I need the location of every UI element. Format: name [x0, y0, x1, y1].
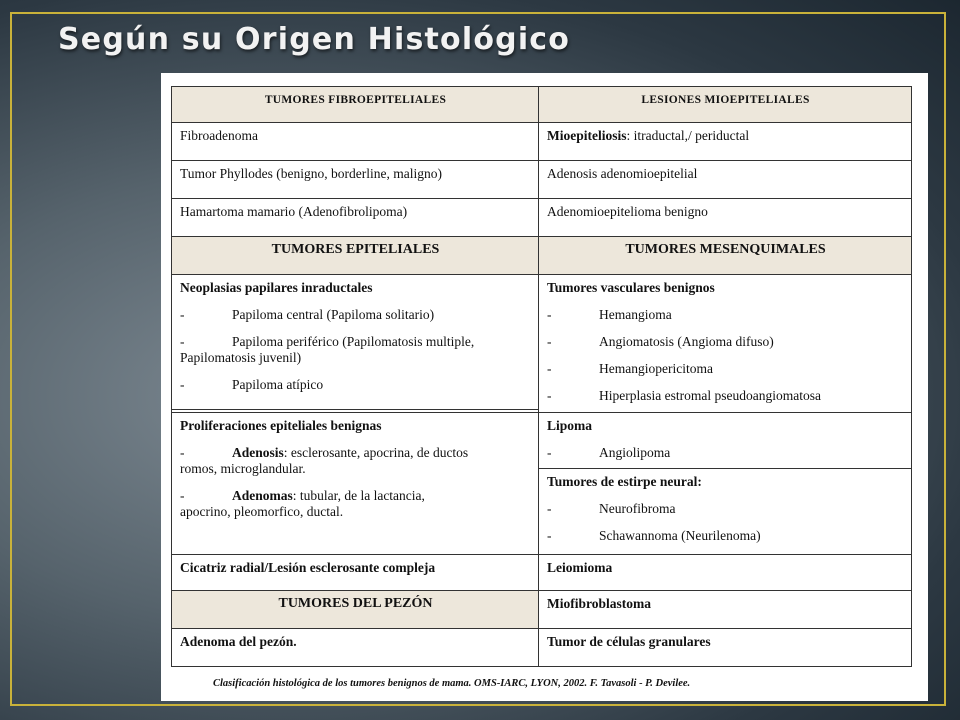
- cell-tumores-vasculares: [539, 275, 912, 413]
- table-caption: Clasificación histológica de los tumores benignos de mama. OMS-IARC, LYON, 2002. F. Tavasoli - P. Devilee.: [213, 678, 691, 689]
- vasculares-item: - Hemangioma: [547, 307, 672, 322]
- cell-leiomioma: Leiomioma: [539, 555, 912, 591]
- mioepiteliosis-detail: : itraductal,/ periductal: [626, 128, 750, 143]
- classification-image: [161, 73, 928, 701]
- neural-title: Tumores de estirpe neural:: [547, 474, 702, 489]
- cell-estirpe-neural: [539, 469, 912, 555]
- cell-miofibroblastoma: Miofibroblastoma: [539, 591, 912, 629]
- cell-proliferaciones: [172, 413, 539, 555]
- vasculares-item: - Hemangiopericitoma: [547, 361, 713, 376]
- cell-adenomioepitelioma: Adenomioepitelioma benigno: [539, 199, 912, 237]
- lipoma-title: Lipoma: [547, 418, 593, 433]
- adenosis-item-cont: romos, microglandular.: [180, 461, 306, 476]
- slide-title: Según su Origen Histológico: [58, 22, 571, 57]
- papilares-item: - Papiloma central (Papiloma solitario): [180, 307, 435, 322]
- header-pezon: TUMORES DEL PEZÓN: [172, 591, 539, 629]
- adenomas-item-cont: apocrino, pleomorfico, ductal.: [180, 504, 344, 519]
- cell-neoplasias-papilares: [172, 275, 539, 410]
- cell-hamartoma: Hamartoma mamario (Adenofibrolipoma): [172, 199, 539, 237]
- cell-cicatriz-radial: Cicatriz radial/Lesión esclerosante compleja: [172, 555, 539, 591]
- header-fibroepiteliales: TUMORES FIBROEPITELIALES: [172, 87, 539, 123]
- papilares-title: Neoplasias papilares inraductales: [180, 280, 373, 295]
- cell-adenoma-pezon: Adenoma del pezón.: [172, 629, 539, 667]
- adenomas-item: - Adenomas: tubular, de la lactancia,: [180, 488, 425, 503]
- classification-table: [171, 86, 912, 667]
- vasculares-title: Tumores vasculares benignos: [547, 280, 715, 295]
- cell-lipoma: [539, 413, 912, 469]
- header-mioepiteliales: LESIONES MIOEPITELIALES: [539, 87, 912, 123]
- mioepiteliosis-term: Mioepiteliosis: [547, 128, 627, 143]
- lipoma-item: - Angiolipoma: [547, 445, 671, 460]
- cell-celulas-granulares: Tumor de células granulares: [539, 629, 912, 667]
- papilares-item: - Papiloma periférico (Papilomatosis multiple,: [180, 334, 475, 349]
- cell-phyllodes: Tumor Phyllodes (benigno, borderline, maligno): [172, 161, 539, 199]
- header-epiteliales: TUMORES EPITELIALES: [172, 237, 539, 275]
- header-mesenquimales: TUMORES MESENQUIMALES: [539, 237, 912, 275]
- cell-mioepiteliosis: [539, 123, 912, 161]
- cell-adenosis-adenomioepitelial: Adenosis adenomioepitelial: [539, 161, 912, 199]
- papilares-item-cont: Papilomatosis juvenil): [180, 350, 302, 365]
- vasculares-item: - Hiperplasia estromal pseudoangiomatosa: [547, 388, 821, 403]
- cell-fibroadenoma: Fibroadenoma: [172, 123, 539, 161]
- papilares-item: - Papiloma atípico: [180, 377, 324, 392]
- neural-item: - Schawannoma (Neurilenoma): [547, 528, 761, 543]
- adenosis-item: - Adenosis: esclerosante, apocrina, de ductos: [180, 445, 469, 460]
- neural-item: - Neurofibroma: [547, 501, 676, 516]
- proliferaciones-title: Proliferaciones epiteliales benignas: [180, 418, 382, 433]
- vasculares-item: - Angiomatosis (Angioma difuso): [547, 334, 774, 349]
